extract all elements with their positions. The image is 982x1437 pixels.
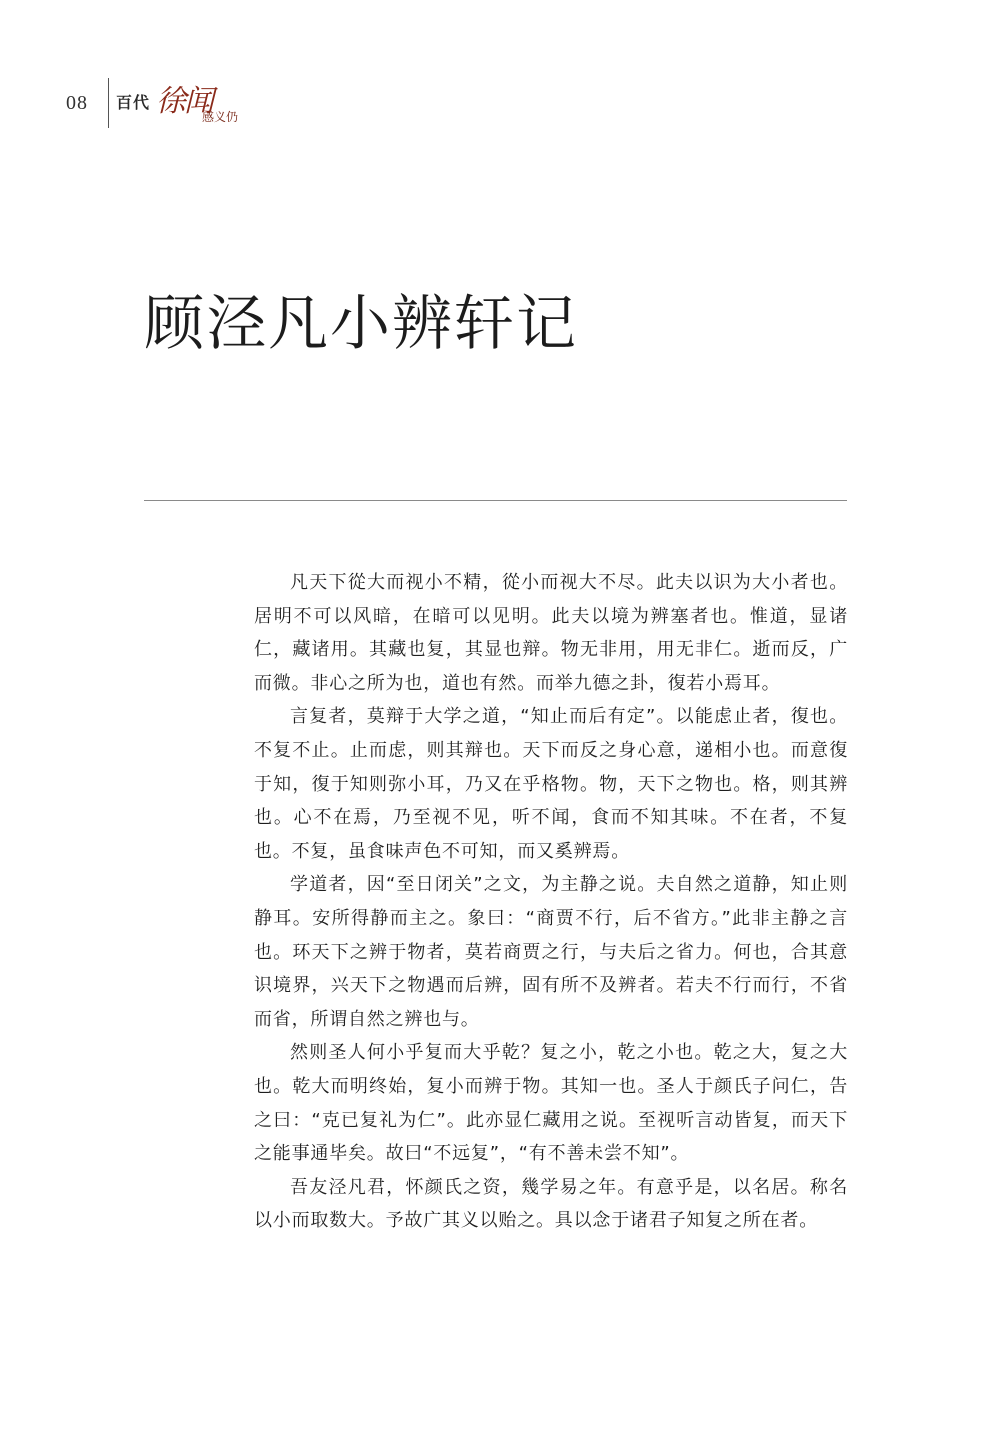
series-title-script: 徐闻 [156,84,212,119]
article-body [254,566,848,1238]
article-title: 顾泾凡小辨轩记 [144,289,578,359]
header-divider [108,78,109,128]
series-logo [116,78,246,138]
paragraph: 言复者，莫辩于大学之道，“知止而后有定”。以能虑止者，復也。不复不止。止而虑，则其辩也。天下而反之身心意，递相小也。而意復于知，復于知则弥小耳，乃又在乎格物。物，天下之物也。格，则其辨也。心不在焉，乃至视不见，听不闻，食而不知其味。不在者，不复也。不复，虽食味声色不可知，而又奚辨焉。 [254,706,848,862]
series-title-main: 百代 [116,93,151,112]
paragraph: 吾友泾凡君，怀颜氏之资，幾学易之年。有意乎是，以名居。称名以小而取数大。予故广其义以贻之。具以念于诸君子知复之所在者。 [254,1176,848,1232]
paragraph: 学道者，因“至日闭关”之文，为主静之说。夫自然之道静，知止则静耳。安所得静而主之。象曰：“商贾不行，后不省方。”此非主静之言也。环天下之辨于物者，莫若商贾之行，与夫后之省力。何也，合其意识境界，兴天下之物遇而后辨，固有所不及辨者。若夫不行而行，不省而省，所谓自然之辨也与。 [254,874,848,1030]
paragraph: 凡天下從大而视小不精，從小而视大不尽。此夫以识为大小者也。居明不可以风暗，在暗可以见明。此夫以境为辨塞者也。惟道，显诸仁，藏诸用。其藏也复，其显也辩。物无非用，用无非仁。逝而反，广而微。非心之所为也，道也有然。而举九德之卦，復若小焉耳。 [254,572,848,694]
page-number: 08 [66,92,88,114]
series-title-sub: 感义仍 [202,110,239,124]
paragraph: 然则圣人何小乎复而大乎乾？复之小，乾之小也。乾之大，复之大也。乾大而明终始，复小而辨于物。其知一也。圣人于颜氏子问仁，告之曰：“克已复礼为仁”。此亦显仁藏用之说。至视听言动皆复，而天下之能事通毕矣。故曰“不远复”，“有不善未尝不知”。 [254,1042,848,1165]
title-divider [144,500,847,501]
